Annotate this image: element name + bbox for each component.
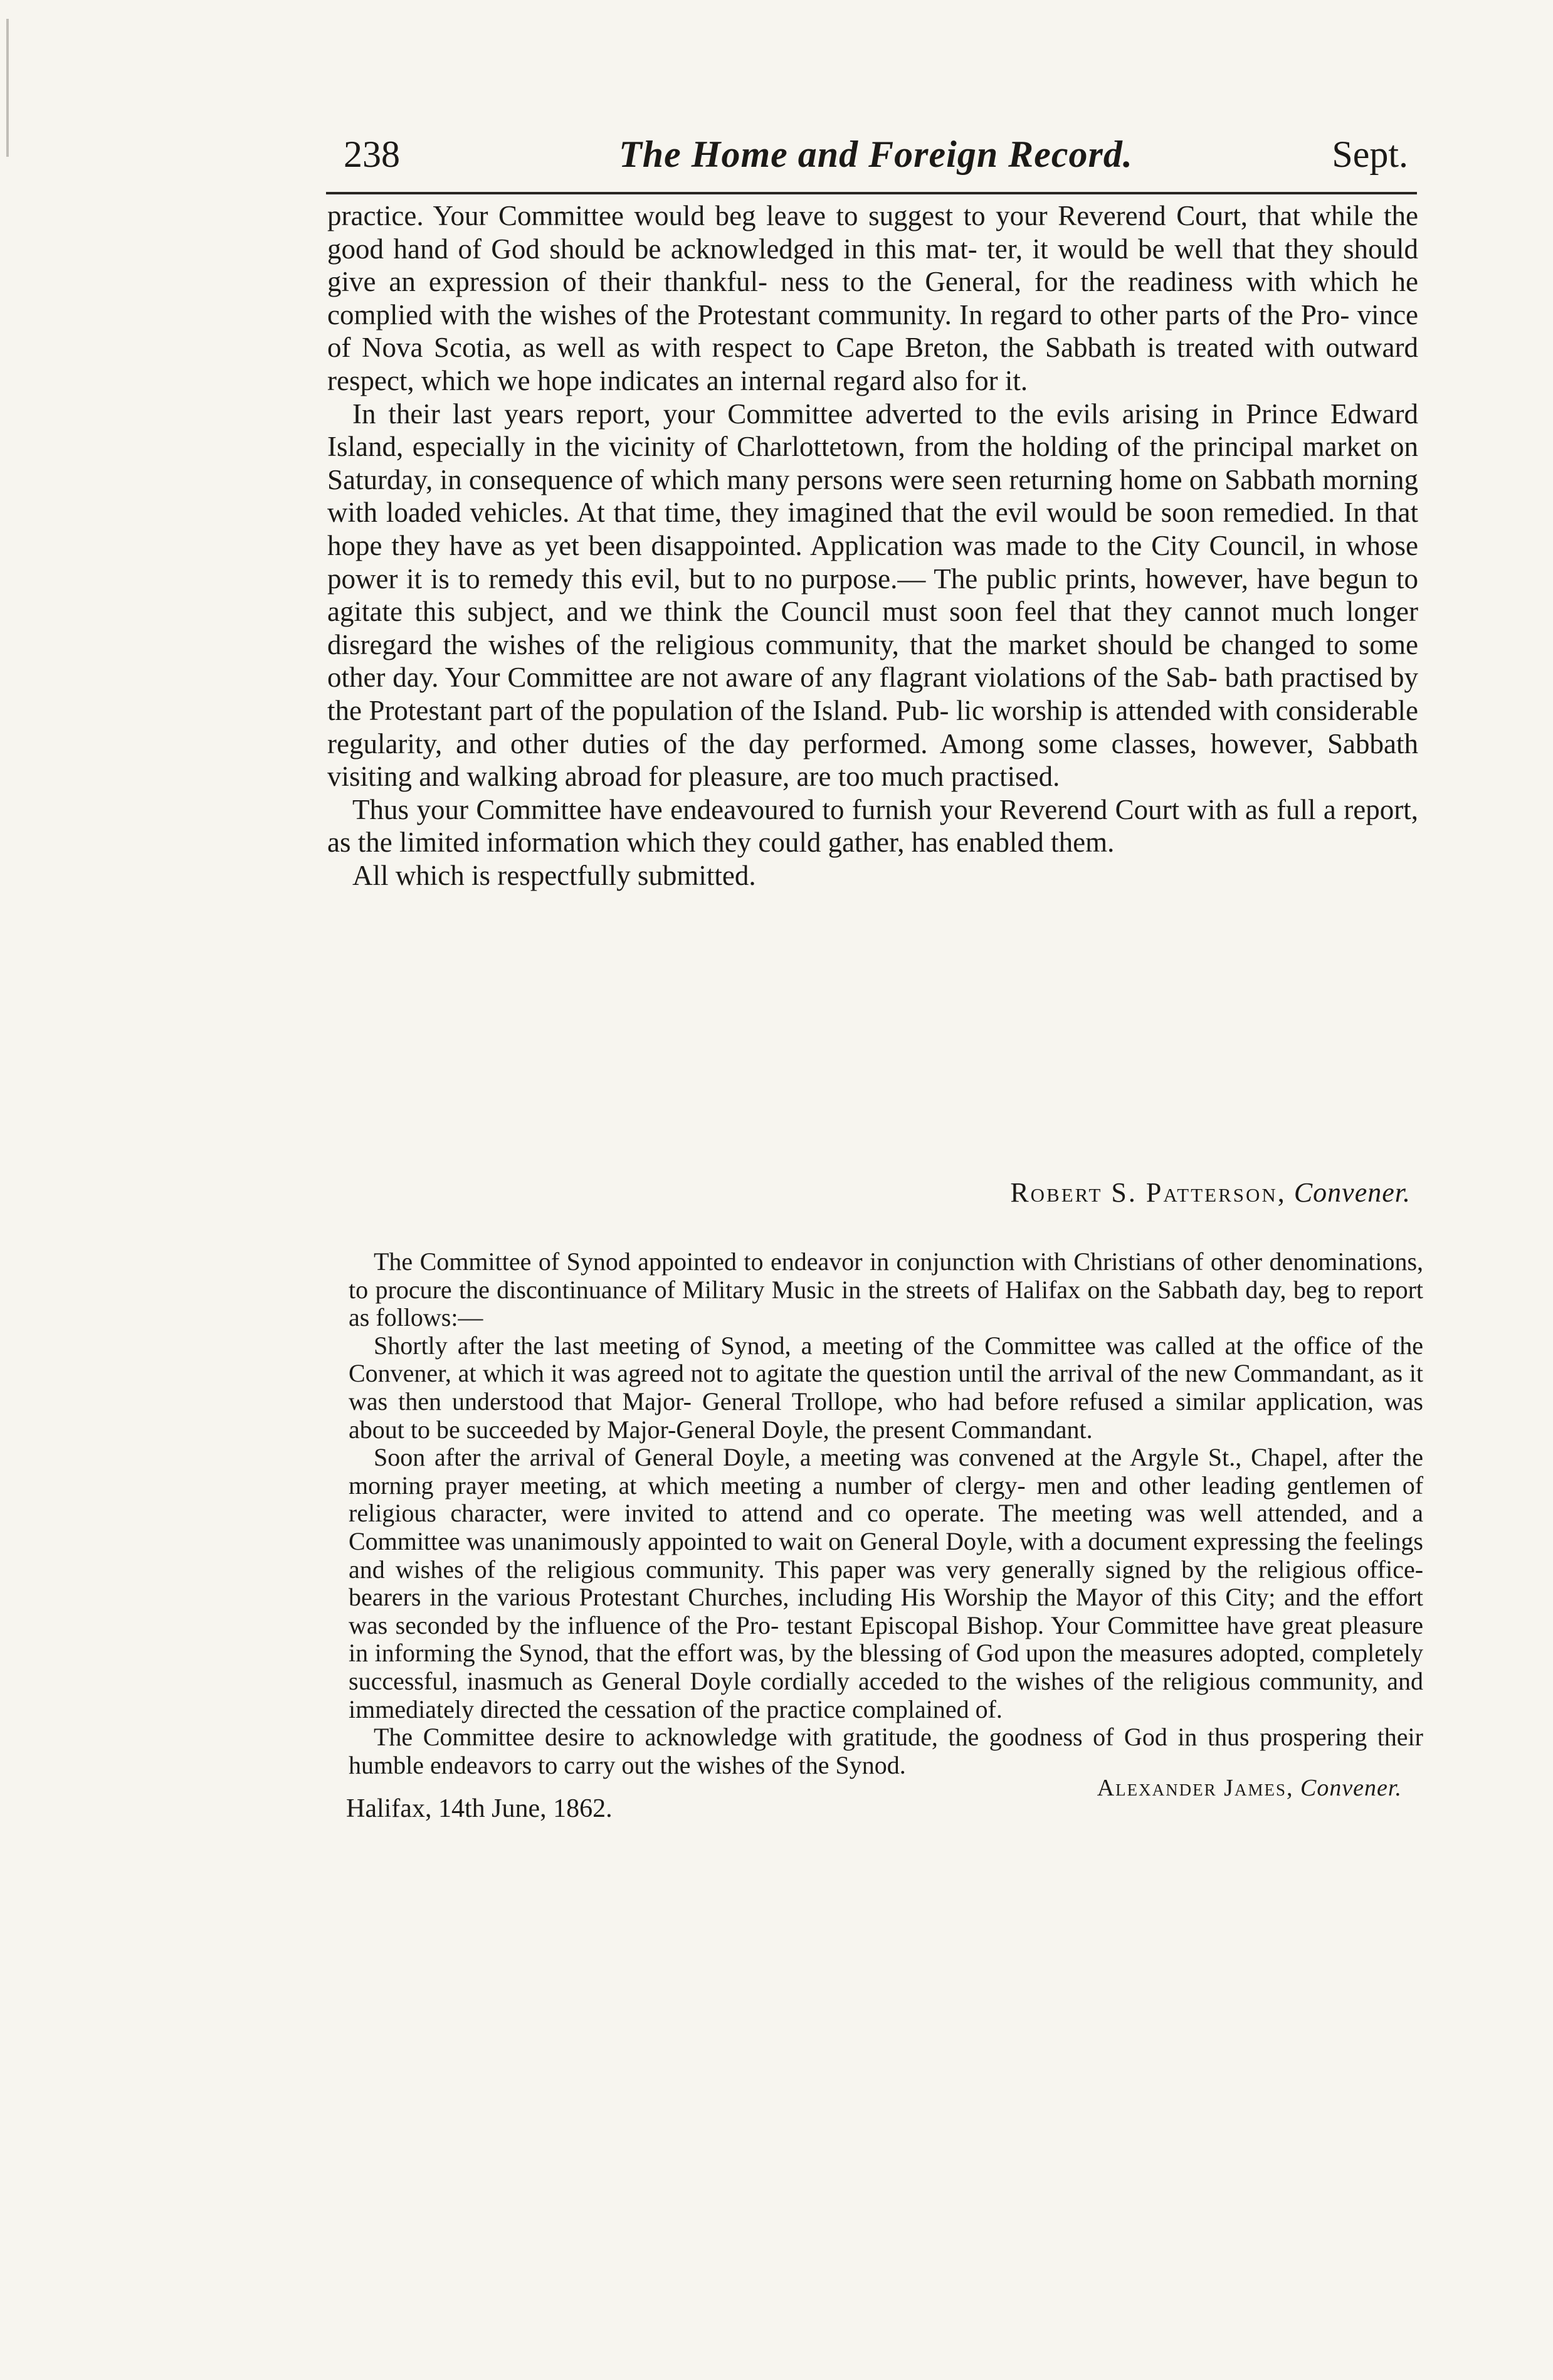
page-number: 238 <box>344 134 400 175</box>
text-line: succeeded by Major-General Doyle, the present Commandant. <box>466 1415 1093 1444</box>
text-line: Thus your Committee have endeavoured to furnish your Reverend Court <box>352 793 1180 825</box>
text-line: appointed to wait on General Doyle, with a document expressing the feelings and <box>349 1526 1424 1584</box>
text-line: men and other leading gentlemen of religious character, were invited to attend and <box>349 1471 1424 1528</box>
paragraph <box>349 1723 1423 1779</box>
text-line: complained of. <box>852 1695 1003 1723</box>
text-line: Prince Edward Island, especially in the vicinity of Charlottetown, from the <box>327 398 1419 463</box>
text-line: thus prospering their humble endeavors to carry out the wishes of the Synod. <box>349 1723 1423 1779</box>
sabbath-committee-report <box>327 199 1418 892</box>
text-line: of other denominations, to procure the discontinuance of Military Music in the <box>349 1247 1424 1304</box>
text-line: testant Episcopal Bishop. Your Committee have great pleasure in informing the <box>349 1610 1423 1668</box>
text-line: at the office of the Convener, at which it was agreed not to agitate the question <box>349 1331 1424 1388</box>
text-line: The public prints, however, have begun to agitate this subject, and we think <box>327 563 1418 628</box>
text-line: City Council, in whose power it is to remedy this evil, but to no purpose.— <box>327 529 1419 595</box>
signatory-role: Convener. <box>1293 1177 1411 1208</box>
text-line: Shortly after the last meeting of Synod, a meeting of the Committee was called <box>374 1331 1215 1360</box>
text-line: The Committee of Synod appointed to endeavor in conjunction with Christians <box>374 1247 1176 1276</box>
text-line: The Committee desire to acknowledge with gratitude, the goodness of God in <box>374 1723 1198 1752</box>
text-line: co operate. The meeting was well attended, and a Committee was unanimously <box>349 1499 1423 1555</box>
text-line: completely successful, inasmuch as General Doyle cordially acceded to the wishes <box>349 1639 1423 1695</box>
signatory-role: Convener. <box>1300 1775 1402 1801</box>
text-line: day performed. Among some classes, however, Sabbath visiting and walking <box>327 727 1418 793</box>
text-line: Soon after the arrival of General Doyle, a meeting was convened at the Argyle St., <box>374 1443 1242 1472</box>
text-line: has enabled them. <box>911 827 1115 859</box>
text-line: the Mayor of this City; and the effort was seconded by the influence of the Pro- <box>349 1583 1423 1639</box>
text-line: streets of Halifax on the Sabbath day, beg to report as follows:— <box>349 1275 1424 1332</box>
text-line: Court, that while the good hand of God should be acknowledged in this mat- <box>327 200 1418 265</box>
signatory-name: Robert S. Patterson, <box>1010 1177 1287 1208</box>
paragraph <box>327 398 1418 793</box>
text-line: abroad for pleasure, are too much practised. <box>564 761 1060 793</box>
paragraph <box>349 1332 1423 1444</box>
text-line: until the arrival of the new Commandant, as it was then understood that Major- <box>349 1359 1423 1415</box>
text-line: holding of the principal market on Saturday, in consequence of which many <box>327 431 1419 495</box>
text-line: of the religious community, that the market should be changed to some other <box>327 628 1418 694</box>
text-line: In their last years report, your Committee adverted to the evils arising in <box>352 398 1234 430</box>
text-line: At that time, they imagined that the evil would be soon remedied. In that <box>576 497 1418 529</box>
text-line: All which is respectfully submitted. <box>352 859 756 891</box>
text-line: Chapel, after the morning prayer meeting, at which meeting a number of clergy- <box>349 1443 1424 1499</box>
text-line: bath practised by the Protestant part of the population of the Island. Pub- <box>327 662 1419 726</box>
text-line: wishes of the Protestant community. In regard to other parts of the Pro- <box>539 299 1350 331</box>
text-line: of the religious community, and immediately directed the cessation of the practice <box>349 1666 1424 1723</box>
journal-title: The Home and Foreign Record. <box>619 134 1133 175</box>
signatory-name: Alexander James, <box>1097 1775 1294 1801</box>
header-rule <box>326 192 1417 194</box>
text-line: also for it. <box>912 364 1028 396</box>
paragraph <box>327 199 1418 398</box>
text-line: Synod, that the effort was, by the blessing of God upon the measures adopted, <box>519 1639 1305 1668</box>
dateline: Halifax, 14th June, 1862. <box>346 1794 613 1823</box>
paragraph <box>349 1444 1423 1723</box>
signature-patterson <box>327 1175 1411 1210</box>
text-line: ness to the General, for the readiness with which he complied with the <box>327 266 1418 331</box>
scan-edge-mark <box>6 19 9 157</box>
text-line: wishes of the religious community. This paper was very generally signed by the <box>395 1555 1248 1584</box>
text-line: treated with outward respect, which we hope indicates an internal regard <box>327 332 1418 396</box>
text-line: with as full a report, as the limited information which they could gather, <box>327 793 1419 859</box>
text-line: lic worship is attended with considerable regularity, and other duties of the <box>327 694 1419 759</box>
running-header <box>344 123 1408 186</box>
paragraph <box>327 859 1418 892</box>
text-line: the Council must soon feel that they cannot much longer disregard the wishes <box>327 596 1419 660</box>
paragraph <box>327 793 1418 859</box>
text-line: persons were seen returning home on Sabbath morning with loaded vehicles. <box>327 463 1419 529</box>
military-music-committee-report <box>349 1248 1423 1779</box>
text-line: religious office-bearers in the various Protestant Churches, including His Worship <box>349 1555 1424 1612</box>
text-line: General Trollope, who had before refused a similar application, was about to be <box>349 1387 1423 1444</box>
text-line: vince of Nova Scotia, as well as with respect to Cape Breton, the Sabbath is <box>327 299 1419 364</box>
text-line: practice. Your Committee would beg leave to suggest to your Reverend <box>327 200 1166 231</box>
text-line: day. Your Committee are not aware of any flagrant violations of the Sab- <box>392 662 1218 694</box>
paragraph <box>349 1248 1423 1332</box>
issue-month: Sept. <box>1332 134 1408 175</box>
text-line: ter, it would be well that they should give an expression of their thankful- <box>327 233 1418 298</box>
text-line: hope they have as yet been disappointed. Application was made to the <box>327 529 1142 561</box>
